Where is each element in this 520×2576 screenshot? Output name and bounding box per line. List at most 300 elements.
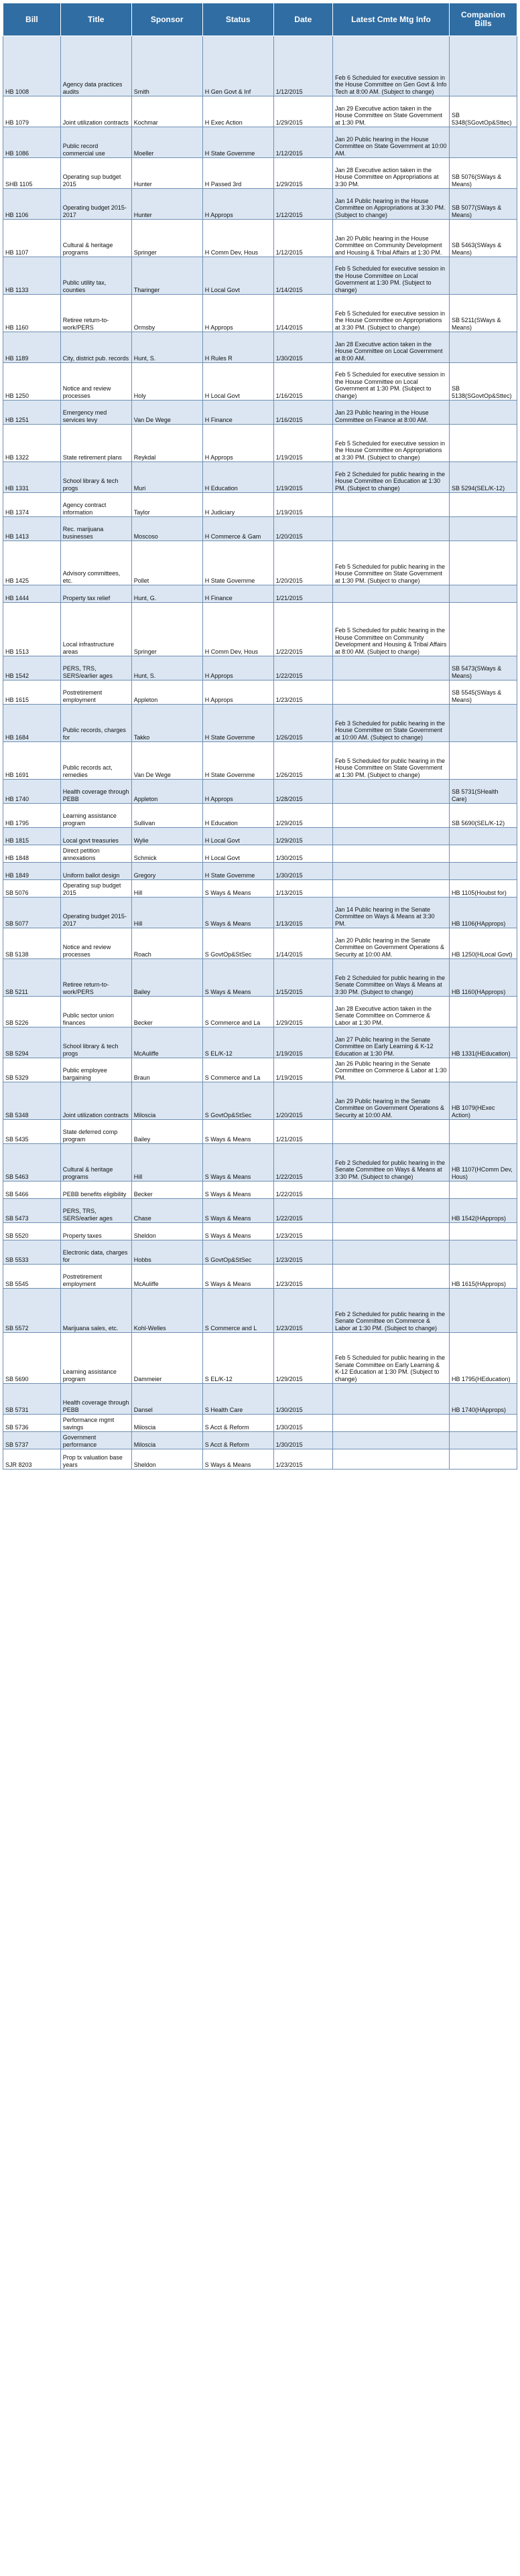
companion-bills: SB 5077(SWays & Means) [450,189,517,220]
companion-bills: HB 1331(HEducation) [450,1027,517,1058]
bill-number: SB 5348 [3,1082,61,1120]
bill-number: HB 1107 [3,220,61,257]
table-row [3,1223,517,1240]
table-row [3,880,517,898]
companion-bills [450,1449,517,1470]
committee-meeting-info [332,585,449,603]
bill-date: 1/30/2015 [273,1432,332,1449]
bill-status: S Commerce and L [202,1289,273,1333]
bill-number: HB 1413 [3,517,61,541]
bill-number: SB 5138 [3,928,61,959]
companion-bills: SB 5463(SWays & Means) [450,220,517,257]
bill-title: Marijuana sales, etc. [60,1289,131,1333]
bill-date: 1/20/2015 [273,517,332,541]
bill-title: Operating sup budget 2015 [60,158,131,189]
bill-title: Operating budget 2015-2017 [60,189,131,220]
table-row [3,541,517,585]
table-body [3,36,517,1470]
bill-date: 1/30/2015 [273,332,332,363]
bill-status: H Local Govt [202,845,273,863]
committee-meeting-info [332,517,449,541]
table-row [3,742,517,780]
bill-title: Uniform ballot design [60,863,131,880]
companion-bills: HB 1160(HApprops) [450,959,517,997]
bill-status: S Ways & Means [202,880,273,898]
bill-sponsor: Sheldon [131,1223,202,1240]
bill-status: H Gen Govt & Inf [202,36,273,96]
bill-date: 1/19/2015 [273,425,332,462]
table-row [3,997,517,1027]
committee-meeting-info: Feb 2 Scheduled for public hearing in the Senate Committee on Ways & Means at 3:30 PM. (Subject to change) [332,959,449,997]
bill-sponsor: Hunt, S. [131,656,202,681]
committee-meeting-info [332,1432,449,1449]
bill-sponsor: Bailey [131,959,202,997]
bill-date: 1/19/2015 [273,1058,332,1082]
bill-number: SB 5545 [3,1265,61,1289]
bill-date: 1/22/2015 [273,656,332,681]
bill-title: Notice and review processes [60,363,131,401]
bill-status: S Ways & Means [202,959,273,997]
bill-number: SB 5076 [3,880,61,898]
table-row [3,1058,517,1082]
bill-title: State deferred comp program [60,1120,131,1144]
companion-bills: SB 5348(SGovtOp&Sttec) [450,96,517,127]
committee-meeting-info: Feb 2 Scheduled for public hearing in the Senate Committee on Commerce & Labor at 1:30 PM. (Subject to change) [332,1289,449,1333]
bill-number: SB 5463 [3,1144,61,1182]
bill-number: SJR 8203 [3,1449,61,1470]
bill-status: H Education [202,804,273,828]
bill-status: S Acct & Reform [202,1432,273,1449]
bill-date: 1/21/2015 [273,585,332,603]
bill-date: 1/23/2015 [273,1240,332,1265]
bill-number: HB 1615 [3,681,61,705]
table-row [3,959,517,997]
bill-number: HB 1133 [3,257,61,295]
table-row [3,462,517,493]
bill-date: 1/26/2015 [273,705,332,742]
bill-number: HB 1250 [3,363,61,401]
companion-bills: SB 5473(SWays & Means) [450,656,517,681]
committee-meeting-info: Feb 6 Scheduled for executive session in the House Committee on Gen Govt & Info Tech at 8:00 AM. (Subject to change) [332,36,449,96]
bill-sponsor: Gregory [131,863,202,880]
bill-number: HB 1160 [3,295,61,332]
committee-meeting-info: Jan 20 Public hearing in the House Committee on State Government at 10:00 AM. [332,127,449,158]
committee-meeting-info: Jan 29 Public hearing in the Senate Committee on Government Operations & Security at 10:00 AM. [332,1082,449,1120]
bill-number: SB 5466 [3,1182,61,1199]
committee-meeting-info [332,780,449,804]
committee-meeting-info: Jan 14 Public hearing in the Senate Committee on Ways & Means at 3:30 PM. [332,898,449,928]
bill-date: 1/12/2015 [273,127,332,158]
companion-bills [450,1058,517,1082]
table-row [3,863,517,880]
bill-date: 1/14/2015 [273,928,332,959]
committee-meeting-info [332,845,449,863]
bill-title: Learning assistance program [60,804,131,828]
table-row [3,656,517,681]
bill-number: HB 1374 [3,493,61,517]
bill-title: Government performance [60,1432,131,1449]
companion-bills [450,493,517,517]
table-row [3,585,517,603]
table-row [3,1384,517,1415]
bill-status: H Judiciary [202,493,273,517]
header-latest-cmte-mtg-info: Latest Cmte Mtg Info [332,3,449,36]
bill-title: Joint utilization contracts [60,96,131,127]
table-row [3,1333,517,1384]
header-date: Date [273,3,332,36]
bill-status: S Ways & Means [202,1144,273,1182]
bill-date: 1/28/2015 [273,780,332,804]
committee-meeting-info: Feb 5 Scheduled for executive session in the House Committee on Appropriations at 3:30 PM. (Subject to change) [332,425,449,462]
bill-table [3,3,517,1470]
bill-sponsor: Reykdal [131,425,202,462]
bill-date: 1/29/2015 [273,804,332,828]
companion-bills: HB 1106(HApprops) [450,898,517,928]
bill-number: HB 1079 [3,96,61,127]
bill-status: S EL/K-12 [202,1027,273,1058]
companion-bills: SB 5138(SGovtOp&Sttec) [450,363,517,401]
bill-sponsor: Kochmar [131,96,202,127]
bill-status: H Local Govt [202,828,273,845]
bill-sponsor: Hunter [131,189,202,220]
bill-sponsor: Chase [131,1199,202,1223]
bill-date: 1/30/2015 [273,845,332,863]
bill-title: Health coverage through PEBB [60,1384,131,1415]
bill-title: Electronic data, charges for [60,1240,131,1265]
committee-meeting-info [332,1384,449,1415]
bill-sponsor: Springer [131,603,202,656]
bill-sponsor: Tharinger [131,257,202,295]
header-companion-bills: Companion Bills [450,3,517,36]
header-sponsor: Sponsor [131,3,202,36]
table-header-row [3,3,517,36]
bill-number: HB 1251 [3,401,61,425]
bill-sponsor: Moeller [131,127,202,158]
bill-date: 1/16/2015 [273,363,332,401]
bill-number: SB 5533 [3,1240,61,1265]
header-bill: Bill [3,3,61,36]
bill-sponsor: Roach [131,928,202,959]
bill-date: 1/19/2015 [273,462,332,493]
companion-bills [450,332,517,363]
bill-number: SB 5211 [3,959,61,997]
bill-number: HB 1795 [3,804,61,828]
companion-bills [450,828,517,845]
bill-date: 1/23/2015 [273,1265,332,1289]
table-row [3,1449,517,1470]
companion-bills [450,1289,517,1333]
bill-number: HB 1849 [3,863,61,880]
table-row [3,363,517,401]
table-row [3,928,517,959]
companion-bills [450,1240,517,1265]
bill-sponsor: Hill [131,898,202,928]
committee-meeting-info: Jan 26 Public hearing in the Senate Committee on Commerce & Labor at 1:30 PM. [332,1058,449,1082]
bill-title: PERS, TRS, SERS/earlier ages [60,656,131,681]
companion-bills [450,541,517,585]
table-row [3,804,517,828]
bill-number: HB 1691 [3,742,61,780]
bill-status: S EL/K-12 [202,1333,273,1384]
companion-bills: HB 1105(Houbst for) [450,880,517,898]
bill-title: Prop tx valuation base years [60,1449,131,1470]
bill-number: HB 1848 [3,845,61,863]
bill-date: 1/22/2015 [273,1144,332,1182]
bill-number: HB 1106 [3,189,61,220]
bill-sponsor: Sullivan [131,804,202,828]
bill-status: S Ways & Means [202,1223,273,1240]
bill-date: 1/19/2015 [273,493,332,517]
bill-title: Direct petition annexations [60,845,131,863]
committee-meeting-info: Jan 28 Executive action taken in the House Committee on Appropriations at 3:30 PM. [332,158,449,189]
bill-date: 1/16/2015 [273,401,332,425]
bill-date: 1/21/2015 [273,1120,332,1144]
bill-title: Public sector union finances [60,997,131,1027]
bill-date: 1/15/2015 [273,959,332,997]
table-row [3,705,517,742]
bill-status: H Finance [202,585,273,603]
committee-meeting-info [332,1120,449,1144]
bill-status: H Approps [202,780,273,804]
bill-title: Performance mgmt savings [60,1415,131,1432]
table-row [3,1415,517,1432]
bill-title: Retiree return-to-work/PERS [60,959,131,997]
bill-title: Local infrastructure areas [60,603,131,656]
committee-meeting-info: Jan 27 Public hearing in the Senate Committee on Early Learning & K-12 Education at 1:30 PM. [332,1027,449,1058]
bill-sponsor: Hobbs [131,1240,202,1265]
companion-bills: SB 5545(SWays & Means) [450,681,517,705]
bill-date: 1/14/2015 [273,257,332,295]
committee-meeting-info [332,1449,449,1470]
companion-bills [450,425,517,462]
committee-meeting-info: Feb 5 Scheduled for executive session in the House Committee on Local Government at 1:30 PM. (Subject to change) [332,257,449,295]
bill-sponsor: Dammeier [131,1333,202,1384]
table-row [3,1432,517,1449]
bill-number: SB 5572 [3,1289,61,1333]
bill-title: Postretirement employment [60,681,131,705]
bill-status: H Rules R [202,332,273,363]
bill-number: HB 1086 [3,127,61,158]
bill-title: Property tax relief [60,585,131,603]
bill-sponsor: Hunter [131,158,202,189]
bill-status: S Ways & Means [202,1449,273,1470]
bill-title: School library & tech progs [60,462,131,493]
table-row [3,1144,517,1182]
table-row [3,295,517,332]
table-row [3,1265,517,1289]
bill-number: HB 1322 [3,425,61,462]
companion-bills [450,127,517,158]
bill-status: H Approps [202,189,273,220]
bill-date: 1/30/2015 [273,863,332,880]
bill-status: H Approps [202,295,273,332]
companion-bills: HB 1795(HEducation) [450,1333,517,1384]
bill-status: H Comm Dev, Hous [202,603,273,656]
bill-status: S Ways & Means [202,1182,273,1199]
bill-title: Local govt treasuries [60,828,131,845]
table-row [3,1182,517,1199]
bill-sponsor: Springer [131,220,202,257]
bill-sponsor: Muri [131,462,202,493]
bill-sponsor: Miloscia [131,1415,202,1432]
bill-title: Advisory committees, etc. [60,541,131,585]
companion-bills [450,1432,517,1449]
table-row [3,401,517,425]
bill-title: Notice and review processes [60,928,131,959]
bill-number: SB 5077 [3,898,61,928]
committee-meeting-info: Feb 5 Scheduled for executive session in the House Committee on Local Government at 1:30 PM. (Subject to change) [332,363,449,401]
bill-sponsor: McAuliffe [131,1027,202,1058]
bill-title: Property taxes [60,1223,131,1240]
bill-date: 1/29/2015 [273,96,332,127]
committee-meeting-info: Feb 2 Scheduled for public hearing in the House Committee on Education at 1:30 PM. (Subject to change) [332,462,449,493]
committee-meeting-info [332,880,449,898]
committee-meeting-info [332,656,449,681]
companion-bills [450,585,517,603]
header-status: Status [202,3,273,36]
bill-status: S GovtOp&StSec [202,1082,273,1120]
committee-meeting-info: Jan 29 Executive action taken in the House Committee on State Government at 1:30 PM. [332,96,449,127]
bill-date: 1/12/2015 [273,220,332,257]
bill-status: S Ways & Means [202,1265,273,1289]
bill-date: 1/30/2015 [273,1384,332,1415]
table-row [3,828,517,845]
bill-sponsor: Hill [131,880,202,898]
table-row [3,780,517,804]
bill-sponsor: Pollet [131,541,202,585]
bill-title: Operating budget 2015-2017 [60,898,131,928]
bill-status: H Comm Dev, Hous [202,220,273,257]
companion-bills [450,603,517,656]
table-row [3,1027,517,1058]
bill-status: H State Governme [202,863,273,880]
bill-sponsor: Appleton [131,681,202,705]
committee-meeting-info: Feb 5 Scheduled for public hearing in the House Committee on Community Development and Housing & Tribal Affairs at 8:00 AM. (Subject to change) [332,603,449,656]
bill-number: HB 1542 [3,656,61,681]
committee-meeting-info [332,1223,449,1240]
table-row [3,517,517,541]
companion-bills: HB 1615(HApprops) [450,1265,517,1289]
bill-date: 1/19/2015 [273,1027,332,1058]
bill-status: S Commerce and La [202,997,273,1027]
bill-title: PERS, TRS, SERS/earlier ages [60,1199,131,1223]
table-row [3,681,517,705]
table-row [3,1082,517,1120]
committee-meeting-info: Feb 3 Scheduled for public hearing in the House Committee on State Government at 10:00 AM. (Subject to change) [332,705,449,742]
bill-number: SB 5294 [3,1027,61,1058]
companion-bills: SB 5294(SEL/K-12) [450,462,517,493]
bill-status: H Exec Action [202,96,273,127]
bill-number: SB 5690 [3,1333,61,1384]
committee-meeting-info: Jan 20 Public hearing in the Senate Committee on Government Operations & Security at 10:00 AM. [332,928,449,959]
bill-status: H State Governme [202,742,273,780]
table-row [3,189,517,220]
table-row [3,1120,517,1144]
bill-date: 1/12/2015 [273,36,332,96]
committee-meeting-info [332,804,449,828]
bill-number: SB 5736 [3,1415,61,1432]
bill-status: H Local Govt [202,363,273,401]
bill-sponsor: Moscoso [131,517,202,541]
bill-date: 1/30/2015 [273,1415,332,1432]
committee-meeting-info [332,863,449,880]
bill-number: HB 1684 [3,705,61,742]
bill-title: Rec. marijuana businesses [60,517,131,541]
committee-meeting-info: Feb 5 Scheduled for public hearing in the House Committee on State Government at 1:30 PM. (Subject to change) [332,742,449,780]
bill-title: Public utility tax, counties [60,257,131,295]
bill-status: H Commerce & Gam [202,517,273,541]
companion-bills [450,1415,517,1432]
table-row [3,1199,517,1223]
bill-status: H State Governme [202,705,273,742]
bill-status: S Ways & Means [202,898,273,928]
bill-status: S GovtOp&StSec [202,928,273,959]
bill-number: HB 1425 [3,541,61,585]
companion-bills: SB 5211(SWays & Means) [450,295,517,332]
bill-sponsor: Van De Wege [131,401,202,425]
bill-number: SB 5329 [3,1058,61,1082]
bill-title: Agency contract information [60,493,131,517]
bill-sponsor: Holy [131,363,202,401]
committee-meeting-info: Feb 2 Scheduled for public hearing in the Senate Committee on Ways & Means at 3:30 PM. (Subject to change) [332,1144,449,1182]
bill-title: School library & tech progs [60,1027,131,1058]
bill-title: State retirement plans [60,425,131,462]
bill-title: Operating sup budget 2015 [60,880,131,898]
bill-date: 1/22/2015 [273,603,332,656]
companion-bills [450,517,517,541]
bill-date: 1/13/2015 [273,898,332,928]
bill-date: 1/23/2015 [273,1223,332,1240]
bill-title: Cultural & heritage programs [60,220,131,257]
companion-bills [450,257,517,295]
bill-date: 1/23/2015 [273,681,332,705]
bill-status: H Approps [202,681,273,705]
table-row [3,96,517,127]
bill-date: 1/29/2015 [273,158,332,189]
table-row [3,1289,517,1333]
bill-date: 1/29/2015 [273,828,332,845]
committee-meeting-info: Feb 5 Scheduled for public hearing in the Senate Committee on Early Learning & K-12 Education at 1:30 PM. (Subject to change) [332,1333,449,1384]
committee-meeting-info [332,828,449,845]
bill-title: City, district pub. records [60,332,131,363]
committee-meeting-info [332,1240,449,1265]
committee-meeting-info: Jan 23 Public hearing in the House Committee on Finance at 8:00 AM. [332,401,449,425]
companion-bills [450,705,517,742]
bill-status: H Education [202,462,273,493]
companion-bills: HB 1107(HComm Dev, Hous) [450,1144,517,1182]
committee-meeting-info: Jan 14 Public hearing in the House Committee on Appropriations at 3:30 PM. (Subject to change) [332,189,449,220]
table-row [3,493,517,517]
bill-number: SB 5731 [3,1384,61,1415]
bill-title: Cultural & heritage programs [60,1144,131,1182]
companion-bills [450,1182,517,1199]
bill-date: 1/23/2015 [273,1449,332,1470]
committee-meeting-info [332,1182,449,1199]
bill-sponsor: Becker [131,1182,202,1199]
table-row [3,127,517,158]
bill-status: H Approps [202,656,273,681]
companion-bills: SB 5076(SWays & Means) [450,158,517,189]
bill-sponsor: Schmick [131,845,202,863]
bill-sponsor: Miloscia [131,1082,202,1120]
bill-number: HB 1189 [3,332,61,363]
table-row [3,603,517,656]
table-row [3,1240,517,1265]
bill-status: H State Governme [202,127,273,158]
bill-number: SB 5473 [3,1199,61,1223]
bill-date: 1/13/2015 [273,880,332,898]
bill-number: HB 1513 [3,603,61,656]
